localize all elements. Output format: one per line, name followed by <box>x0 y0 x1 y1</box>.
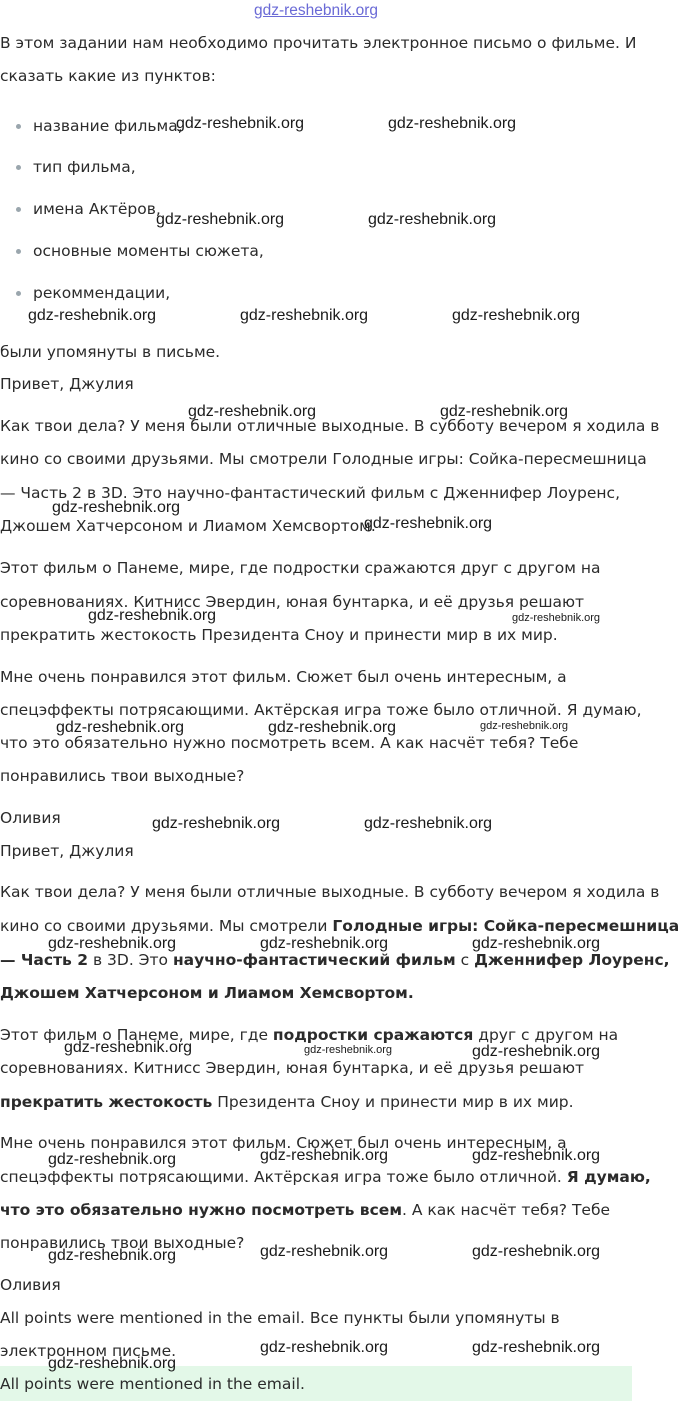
watermark: gdz-reshebnik.org <box>512 612 601 624</box>
answer-text: All points were mentioned in the email. <box>0 1375 305 1393</box>
bullet-icon <box>16 291 21 296</box>
letter2-signature: Оливия <box>0 1276 61 1294</box>
letter1-line: прекратить жестокость Президента Сноу и принести мир в их мир. <box>0 626 558 644</box>
watermark: gdz-reshebnik.org <box>472 935 601 952</box>
letter1-greeting: Привет, Джулия <box>0 375 134 393</box>
watermark: gdz-reshebnik.org <box>268 719 397 736</box>
watermark: gdz-reshebnik.org <box>480 720 569 732</box>
letter1-line: — Часть 2 в 3D. Это научно-фантастический фильм с Дженнифер Лоуренс, <box>0 484 620 502</box>
letter1-line: Этот фильм о Панеме, мире, где подростки сражаются друг с другом на <box>0 559 601 577</box>
watermark: gdz-reshebnik.org <box>364 815 493 832</box>
letter1-signature: Оливия <box>0 809 61 827</box>
bullet-icon <box>16 207 21 212</box>
watermark: gdz-reshebnik.org <box>472 1339 601 1356</box>
letter2-line: Мне очень понравился этот фильм. Сюжет был очень интересным, а <box>0 1134 567 1152</box>
intro-after: были упомянуты в письме. <box>0 343 221 361</box>
letter1-line: соревнованиях. Китнисс Эвердин, юная бунтарка, и её друзья решают <box>0 593 585 611</box>
letter2-line: что это обязательно нужно посмотреть всем. А как насчёт тебя? Тебе <box>0 1201 611 1219</box>
watermark: gdz-reshebnik.org <box>48 1151 177 1168</box>
letter2-line: Этот фильм о Панеме, мире, где подростки сражаются друг с другом на <box>0 1026 619 1044</box>
bullet-icon <box>16 249 21 254</box>
letter1-line: Джошем Хатчерсоном и Лиамом Хемсвортом. <box>0 517 376 535</box>
letter1-line: что это обязательно нужно посмотреть всем. А как насчёт тебя? Тебе <box>0 734 579 752</box>
letter2-line: Как твои дела? У меня были отличные выходные. В субботу вечером я ходила в <box>0 883 660 901</box>
watermark: gdz-reshebnik.org <box>388 115 517 132</box>
letter1-line: понравились твои выходные? <box>0 767 245 785</box>
watermark: gdz-reshebnik.org <box>260 935 389 952</box>
watermark: gdz-reshebnik.org <box>88 607 217 624</box>
watermark: gdz-reshebnik.org <box>52 499 181 516</box>
letter2-line: Джошем Хатчерсоном и Лиамом Хемсвортом. <box>0 984 414 1002</box>
bullet-icon <box>16 124 21 129</box>
watermark: gdz-reshebnik.org <box>304 1044 393 1056</box>
watermark: gdz-reshebnik.org <box>48 1355 177 1372</box>
watermark: gdz-reshebnik.org <box>28 307 157 324</box>
letter1-line: спецэффекты потрясающими. Актёрская игра тоже было отличной. Я думаю, <box>0 701 642 719</box>
watermark: gdz-reshebnik.org <box>240 307 369 324</box>
watermark: gdz-reshebnik.org <box>368 211 497 228</box>
intro-line-2: сказать какие из пунктов: <box>0 67 216 85</box>
watermark: gdz-reshebnik.org <box>440 403 569 420</box>
watermark: gdz-reshebnik.org <box>260 1147 389 1164</box>
watermark: gdz-reshebnik.org <box>260 1339 389 1356</box>
watermark: gdz-reshebnik.org <box>260 1243 389 1260</box>
letter2-line: понравились твои выходные? <box>0 1234 245 1252</box>
watermark: gdz-reshebnik.org <box>56 719 185 736</box>
letter1-line: Как твои дела? У меня были отличные выходные. В субботу вечером я ходила в <box>0 417 660 435</box>
conclusion-line-2: электронном письме. <box>0 1342 177 1360</box>
conclusion-line-1: All points were mentioned in the email. Все пункты были упомянуты в <box>0 1309 560 1327</box>
watermark: gdz-reshebnik.org <box>452 307 581 324</box>
letter2-line: спецэффекты потрясающими. Актёрская игра тоже было отличной. Я думаю, <box>0 1168 651 1186</box>
bullet-icon <box>16 165 21 170</box>
watermark: gdz-reshebnik.org <box>472 1043 601 1060</box>
letter2-greeting: Привет, Джулия <box>0 842 134 860</box>
intro-line-1: В этом задании нам необходимо прочитать электронное письмо о фильме. И <box>0 34 637 52</box>
watermark: gdz-reshebnik.org <box>364 515 493 532</box>
letter1-line: кино со своими друзьями. Мы смотрели Голодные игры: Сойка-пересмешница <box>0 450 647 468</box>
watermark: gdz-reshebnik.org <box>152 815 281 832</box>
watermark: gdz-reshebnik.org <box>48 935 177 952</box>
site-link[interactable]: gdz-reshebnik.org <box>253 2 379 19</box>
watermark: gdz-reshebnik.org <box>48 1247 177 1264</box>
letter2-line: соревнованиях. Китнисс Эвердин, юная бунтарка, и её друзья решают <box>0 1059 585 1077</box>
watermark: gdz-reshebnik.org <box>156 211 285 228</box>
letter2-line: прекратить жестокость Президента Сноу и принести мир в их мир. <box>0 1093 574 1111</box>
letter1-line: Мне очень понравился этот фильм. Сюжет был очень интересным, а <box>0 668 567 686</box>
watermark: gdz-reshebnik.org <box>176 115 305 132</box>
letter2-line: кино со своими друзьями. Мы смотрели Голодные игры: Сойка-пересмешница <box>0 917 679 935</box>
watermark: gdz-reshebnik.org <box>472 1147 601 1164</box>
letter2-line: — Часть 2 в 3D. Это научно-фантастический фильм с Дженнифер Лоуренс, <box>0 951 670 969</box>
watermark: gdz-reshebnik.org <box>472 1243 601 1260</box>
watermark: gdz-reshebnik.org <box>188 403 317 420</box>
watermark: gdz-reshebnik.org <box>64 1039 193 1056</box>
